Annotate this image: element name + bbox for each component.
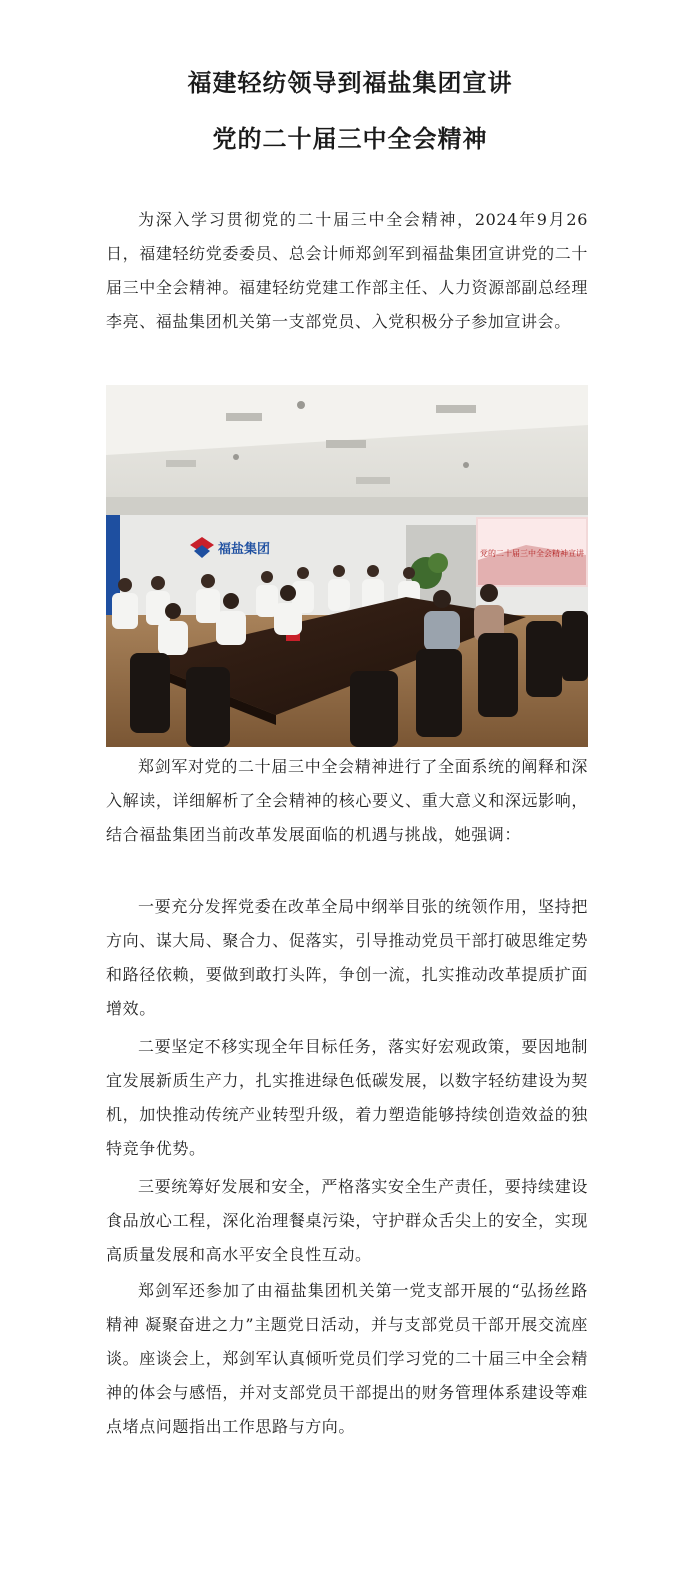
paragraph-point-3: 三要统筹好发展和安全，严格落实安全生产责任，要持续建设食品放心工程，深化治理餐桌污染，守护群众舌尖上的安全，实现高质量发展和高水平安全良性互动。 <box>106 1177 588 1264</box>
paragraph-activity: 郑剑军还参加了由福盐集团机关第一党支部开展的“弘扬丝路精神 凝聚奋进之力”主题党日活动，并与支部党员干部开展交流座谈。座谈会上，郑剑军认真倾听党员们学习党的二十届三中全会精神的体会与感悟，并对支部党员干部提出的财务管理体系建设等难点堵点问题指出工作思路与方向。 <box>106 1281 588 1436</box>
meeting-photo <box>106 385 588 747</box>
paragraph-point-2: 二要坚定不移实现全年目标任务，落实好宏观政策，要因地制宜发展新质生产力，扎实推进绿色低碳发展，以数字轻纺建设为契机，加快推动传统产业转型升级，着力塑造能够持续创造效益的独特竞争优势。 <box>106 1037 588 1158</box>
article-title-line-2: 党的二十届三中全会精神 <box>212 124 488 153</box>
wall-logo-text: 福盐集团 <box>218 542 271 557</box>
paragraph-point-1: 一要充分发挥党委在改革全局中纲举目张的统领作用，坚持把方向、谋大局、聚合力、促落实，引导推动党员干部打破思维定势和路径依赖，要做到敢打头阵，争创一流，扎实推动改革提质扩面增效。 <box>106 897 588 1018</box>
paragraph-intro: 为深入学习贯彻党的二十届三中全会精神，2024年9月26日，福建轻纺党委委员、总会计师郑剑军到福盐集团宣讲党的二十届三中全会精神。福建轻纺党建工作部主任、人力资源部副总经理李亮、福盐集团机关第一支部党员、入党积极分子参加宣讲会。 <box>106 210 588 331</box>
screen-title-text: 党的二十届三中全会精神宣讲 <box>480 549 584 558</box>
paragraph-summary: 郑剑军对党的二十届三中全会精神进行了全面系统的阐释和深入解读，详细解析了全会精神的核心要义、重大意义和深远影响，结合福盐集团当前改革发展面临的机遇与挑战，她强调： <box>106 757 588 844</box>
article-title-line-1: 福建轻纺领导到福盐集团宣讲 <box>187 68 513 97</box>
